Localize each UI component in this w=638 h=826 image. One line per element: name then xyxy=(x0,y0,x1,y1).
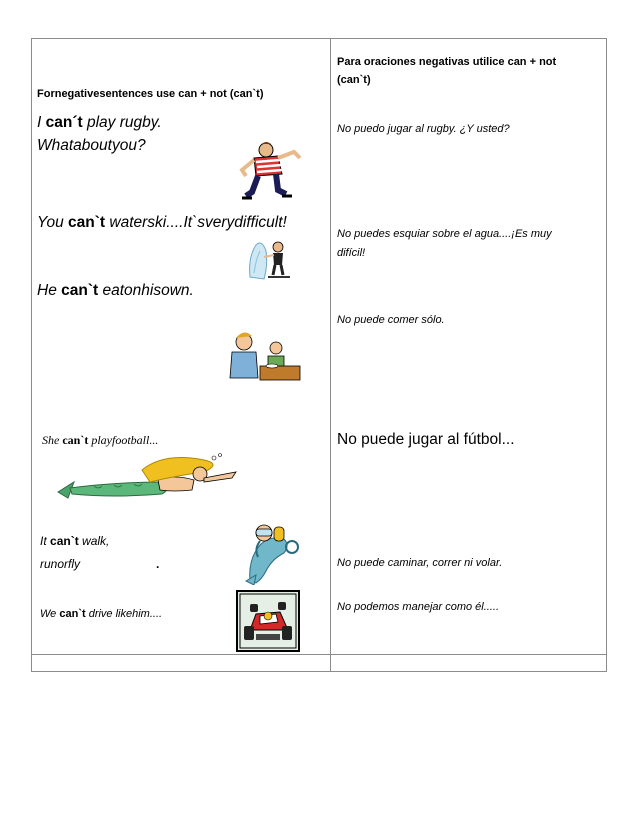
s3-verb: can`t xyxy=(61,282,99,299)
s5-subject: It xyxy=(40,534,51,548)
right-sentence-3: No puede comer sólo. xyxy=(337,314,445,326)
right-header-line1: Para oraciones negativas utilice can + not xyxy=(337,56,557,68)
s4-verb: can`t xyxy=(62,433,89,447)
s1-rest: play rugby. xyxy=(82,114,162,131)
s2-subject: You xyxy=(37,214,69,231)
s4-subject: She xyxy=(42,433,63,447)
s1-verb: can´t xyxy=(45,114,83,131)
s5-rest: walk, xyxy=(78,534,110,548)
s6-verb: can`t xyxy=(59,608,86,620)
left-sentence-3 xyxy=(37,279,194,302)
left-sentence-5 xyxy=(40,532,109,551)
s4-rest: playfootball... xyxy=(88,433,159,447)
mermaid-icon xyxy=(54,452,240,502)
s3-rest: eatonhisown. xyxy=(98,282,194,299)
right-sentence-6: No podemos manejar como él..... xyxy=(337,601,500,613)
waterskier-icon xyxy=(246,237,294,281)
rugby-player-icon xyxy=(232,140,304,202)
s1-line2: Whataboutyou? xyxy=(37,137,146,154)
left-header: Fornegativesentences use can + not (can`t) xyxy=(37,88,264,100)
s2-verb: can`t xyxy=(68,214,106,231)
s6-subject: We xyxy=(40,608,60,620)
right-sentence-4: No puede jugar al fútbol... xyxy=(337,431,515,448)
right-sentence-2-line2: difícil! xyxy=(337,247,366,259)
diners-icon xyxy=(222,328,304,382)
right-sentence-1: No puedo jugar al rugby. ¿Y usted? xyxy=(337,123,510,135)
column-divider xyxy=(330,38,331,672)
left-sentence-6 xyxy=(40,608,162,620)
s2-rest: waterski....It`sverydifficult! xyxy=(105,214,287,231)
bottom-row-divider xyxy=(31,654,607,655)
left-sentence-4 xyxy=(42,433,158,448)
right-sentence-5: No puede caminar, correr ni volar. xyxy=(337,557,503,569)
dolphin-diver-icon xyxy=(240,519,300,585)
right-header-line2: (can`t) xyxy=(337,74,371,86)
race-car-icon xyxy=(236,590,300,652)
left-sentence-5-period: . xyxy=(156,557,160,571)
left-sentence-2 xyxy=(37,211,287,234)
right-sentence-2-line1: No puedes esquiar sobre el agua....¡Es muy xyxy=(337,228,552,240)
left-sentence-1 xyxy=(37,111,162,157)
s1-subject: I xyxy=(37,114,46,131)
s6-rest: drive likehim.... xyxy=(85,608,163,620)
s3-subject: He xyxy=(37,282,62,299)
left-sentence-5-line2: runorfly xyxy=(40,557,81,571)
s5-verb: can`t xyxy=(50,534,79,548)
